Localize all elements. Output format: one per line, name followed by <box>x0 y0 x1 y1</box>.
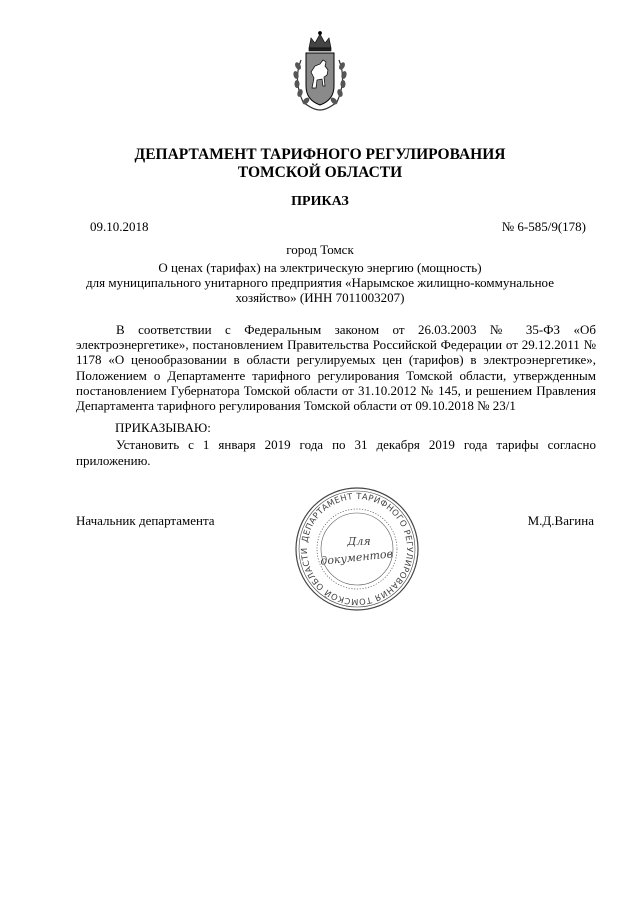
tomsk-coat-of-arms-icon <box>287 30 353 114</box>
seal-center-line1: Для <box>347 535 371 548</box>
signatory-name: М.Д.Вагина <box>527 513 594 528</box>
order-title: ПРИКАЗ <box>291 194 349 209</box>
seal-center-line2: документов <box>319 547 394 568</box>
preamble-line: Положением о Департаменте тарифного регулирования Томской области, утвержденным <box>76 367 596 383</box>
decision-line: приложению. <box>76 453 151 468</box>
preamble-line: постановлением Губернатора Томской области от 31.10.2012 № 145, и решением Правления <box>76 382 596 398</box>
subject-line: О ценах (тарифах) на электрическую энергию (мощность) <box>158 260 482 275</box>
preamble-paragraph <box>76 322 596 413</box>
decision-paragraph <box>76 437 596 469</box>
preamble-line: Департамента тарифного регулирования Томской области от 09.10.2018 № 23/1 <box>76 398 516 414</box>
preamble-line: В соответствии с Федеральным законом от 26.03.2003 № 35-ФЗ «Об <box>116 322 596 337</box>
seal-ring-text: ДЕПАРТАМЕНТ ТАРИФНОГО РЕГУЛИРОВАНИЯ ТОМСКОЙ ОБЛАСТИ <box>298 490 416 608</box>
official-seal-stamp <box>293 485 421 613</box>
order-number: № 6-585/9(178) <box>501 219 586 234</box>
order-date: 09.10.2018 <box>90 219 149 234</box>
order-subject <box>0 260 640 305</box>
decision-line: Установить с 1 января 2019 года по 31 декабря 2019 года тарифы согласно <box>116 437 596 452</box>
department-name-line2: ТОМСКОЙ ОБЛАСТИ <box>237 164 403 181</box>
preamble-line: 1178 «О ценообразовании в области регулируемых цен (тарифов) в электроэнергетике», <box>76 352 596 368</box>
subject-line: хозяйство» (ИНН 7011003207) <box>235 290 405 305</box>
department-name-line1: ДЕПАРТАМЕНТ ТАРИФНОГО РЕГУЛИРОВАНИЯ <box>134 146 506 163</box>
decision-heading: ПРИКАЗЫВАЮ: <box>115 420 211 435</box>
preamble-line: электроэнергетике», постановлением Правительства Российской Федерации от 29.12.2011 № <box>76 337 596 353</box>
order-city: город Томск <box>286 242 354 257</box>
signatory-title: Начальник департамента <box>76 513 215 528</box>
subject-line: для муниципального унитарного предприятия «Нарымское жилищно-коммунальное <box>86 275 554 290</box>
